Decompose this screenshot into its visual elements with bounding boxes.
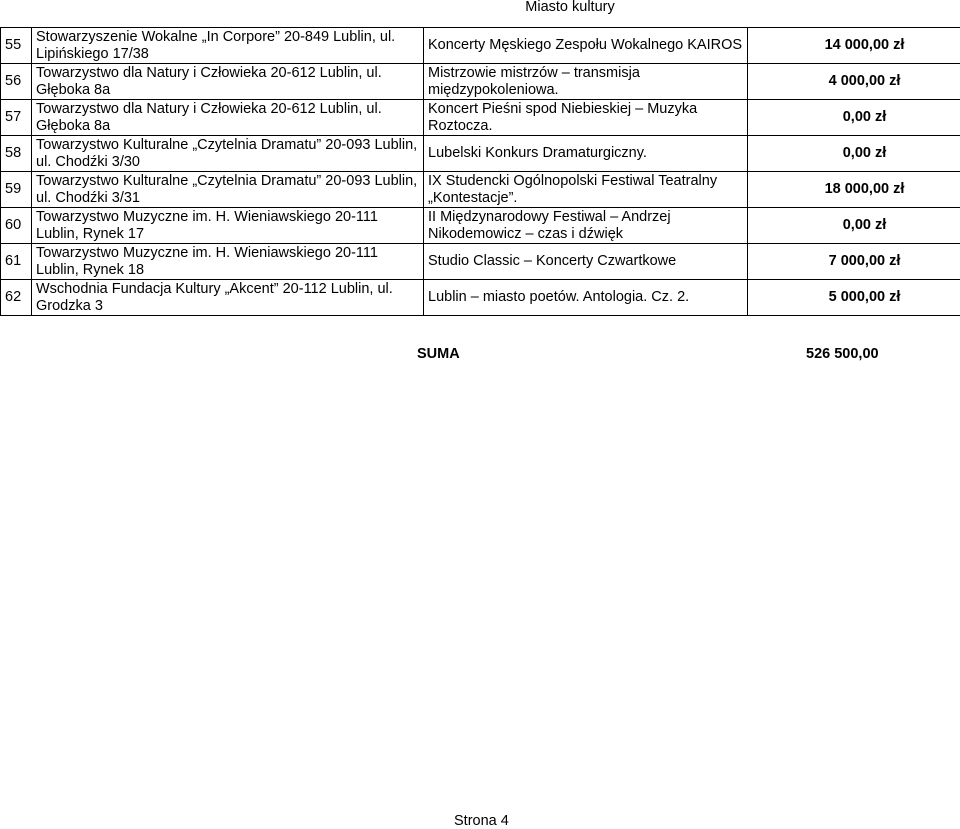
section-title: Miasto kultury bbox=[413, 0, 727, 14]
table-row bbox=[1, 28, 960, 64]
sum-label: SUMA bbox=[417, 346, 460, 362]
table-row bbox=[1, 244, 960, 280]
organization-cell: Towarzystwo Kulturalne „Czytelnia Dramatu” 20-093 Lublin, ul. Chodźki 3/30 bbox=[32, 136, 424, 172]
project-cell: IX Studencki Ogólnopolski Festiwal Teatralny „Kontestacje”. bbox=[424, 172, 748, 208]
row-number: 61 bbox=[1, 244, 32, 280]
organization-cell: Towarzystwo Muzyczne im. H. Wieniawskiego 20-111 Lublin, Rynek 18 bbox=[32, 244, 424, 280]
row-number: 62 bbox=[1, 280, 32, 316]
row-number: 55 bbox=[1, 28, 32, 64]
project-cell: Studio Classic – Koncerty Czwartkowe bbox=[424, 244, 748, 280]
row-number: 59 bbox=[1, 172, 32, 208]
organization-cell: Stowarzyszenie Wokalne „In Corpore” 20-849 Lublin, ul. Lipińskiego 17/38 bbox=[32, 28, 424, 64]
grants-table bbox=[0, 27, 960, 316]
project-cell: Lubelski Konkurs Dramaturgiczny. bbox=[424, 136, 748, 172]
organization-cell: Towarzystwo Kulturalne „Czytelnia Dramatu” 20-093 Lublin, ul. Chodźki 3/31 bbox=[32, 172, 424, 208]
project-cell: Mistrzowie mistrzów – transmisja międzypokoleniowa. bbox=[424, 64, 748, 100]
sum-value: 526 500,00 bbox=[806, 346, 879, 362]
table-row bbox=[1, 280, 960, 316]
organization-cell: Towarzystwo dla Natury i Człowieka 20-612 Lublin, ul. Głęboka 8a bbox=[32, 100, 424, 136]
project-cell: Lublin – miasto poetów. Antologia. Cz. 2. bbox=[424, 280, 748, 316]
organization-cell: Wschodnia Fundacja Kultury „Akcent” 20-112 Lublin, ul. Grodzka 3 bbox=[32, 280, 424, 316]
amount-cell: 0,00 zł bbox=[748, 208, 960, 244]
organization-cell: Towarzystwo dla Natury i Człowieka 20-612 Lublin, ul. Głęboka 8a bbox=[32, 64, 424, 100]
amount-cell: 7 000,00 zł bbox=[748, 244, 960, 280]
organization-cell: Towarzystwo Muzyczne im. H. Wieniawskiego 20-111 Lublin, Rynek 17 bbox=[32, 208, 424, 244]
amount-cell: 0,00 zł bbox=[748, 136, 960, 172]
amount-cell: 4 000,00 zł bbox=[748, 64, 960, 100]
row-number: 58 bbox=[1, 136, 32, 172]
amount-cell: 18 000,00 zł bbox=[748, 172, 960, 208]
amount-cell: 0,00 zł bbox=[748, 100, 960, 136]
table-row bbox=[1, 100, 960, 136]
table-row bbox=[1, 208, 960, 244]
row-number: 60 bbox=[1, 208, 32, 244]
row-number: 56 bbox=[1, 64, 32, 100]
table-row bbox=[1, 64, 960, 100]
amount-cell: 5 000,00 zł bbox=[748, 280, 960, 316]
page-number: Strona 4 bbox=[454, 813, 509, 829]
table-row bbox=[1, 136, 960, 172]
table-row bbox=[1, 172, 960, 208]
project-cell: Koncert Pieśni spod Niebieskiej – Muzyka Roztocza. bbox=[424, 100, 748, 136]
row-number: 57 bbox=[1, 100, 32, 136]
amount-cell: 14 000,00 zł bbox=[748, 28, 960, 64]
project-cell: II Międzynarodowy Festiwal – Andrzej Nikodemowicz – czas i dźwięk bbox=[424, 208, 748, 244]
project-cell: Koncerty Męskiego Zespołu Wokalnego KAIROS bbox=[424, 28, 748, 64]
